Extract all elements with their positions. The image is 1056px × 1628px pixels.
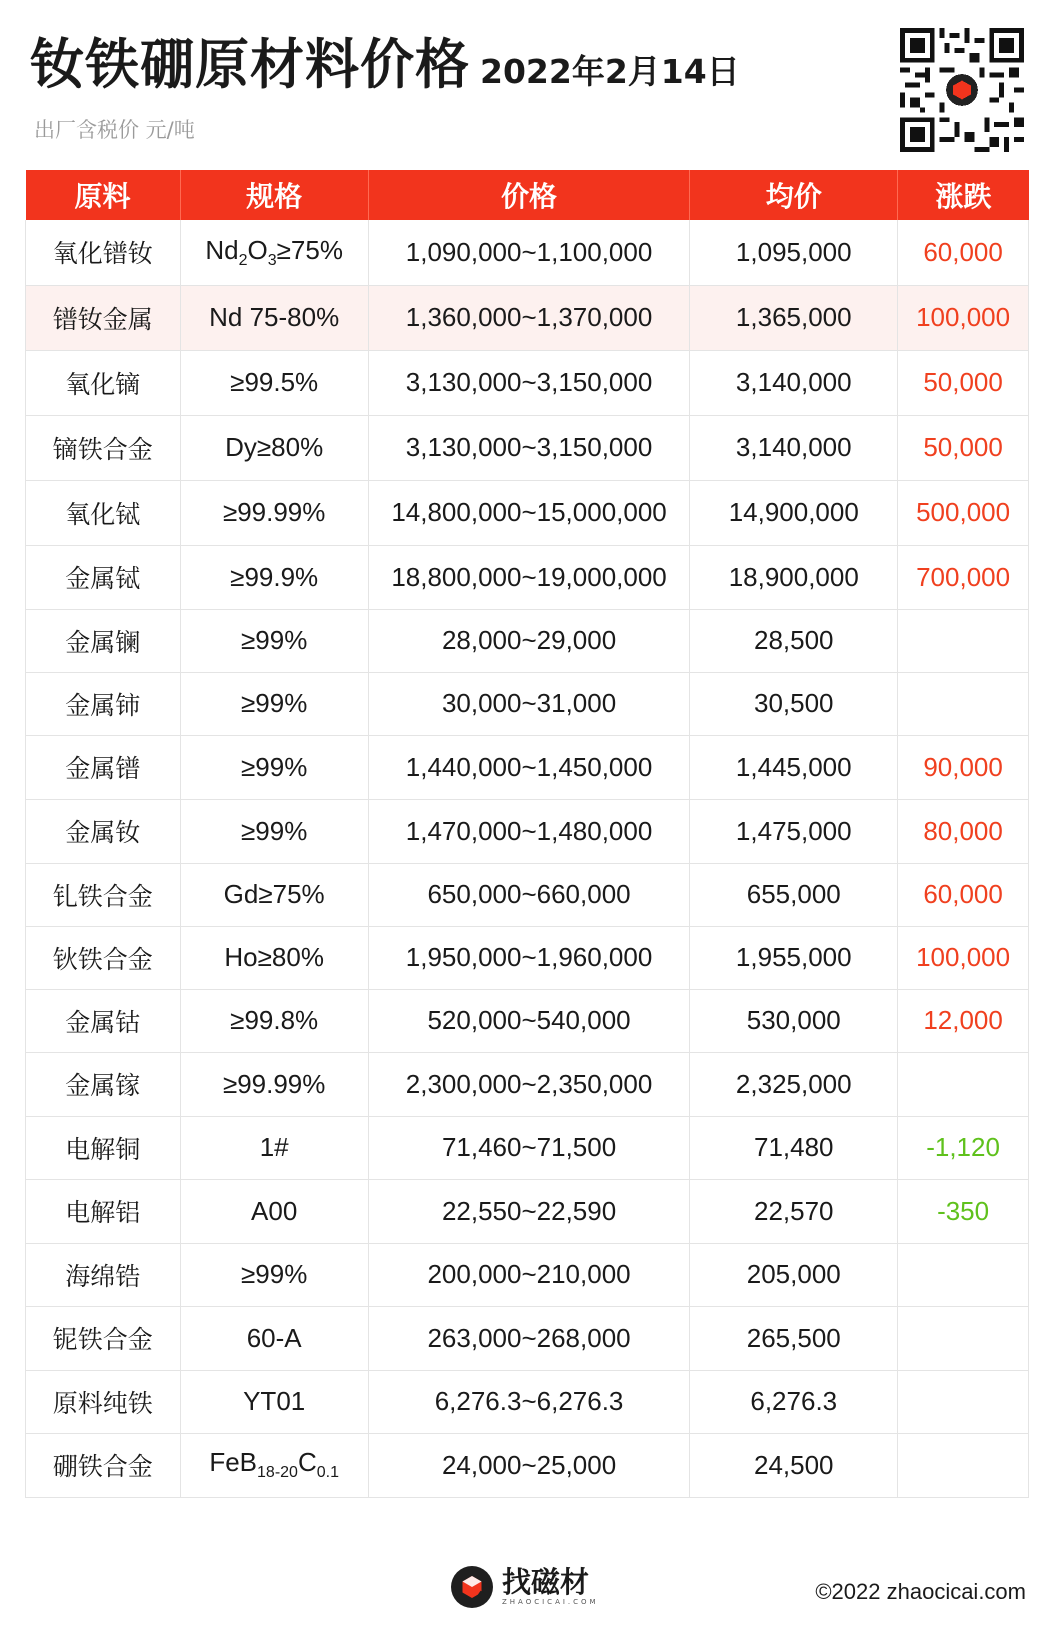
table-row bbox=[26, 735, 1029, 799]
footer-brand bbox=[450, 1565, 599, 1609]
qr-code-icon bbox=[900, 28, 1024, 152]
cell-spec: ≥99.99% bbox=[180, 480, 368, 545]
table-row bbox=[26, 1433, 1029, 1497]
spec-text: FeB bbox=[209, 1447, 258, 1478]
cell-spec: Nd 75-80% bbox=[180, 285, 368, 350]
cell-change bbox=[898, 672, 1029, 735]
cell-change: 700,000 bbox=[898, 545, 1029, 609]
cell-spec: ≥99% bbox=[180, 1243, 368, 1306]
cell-price: 3,130,000~3,150,000 bbox=[368, 415, 690, 480]
cell-avg: 1,475,000 bbox=[690, 799, 898, 863]
cell-price: 28,000~29,000 bbox=[368, 609, 690, 672]
cell-material: 硼铁合金 bbox=[26, 1433, 181, 1497]
cell-avg: 3,140,000 bbox=[690, 350, 898, 415]
cell-price: 30,000~31,000 bbox=[368, 672, 690, 735]
cell-avg: 22,570 bbox=[690, 1179, 898, 1243]
spec-text: Nd bbox=[205, 234, 239, 265]
cell-change: 100,000 bbox=[898, 285, 1029, 350]
cell-material: 金属铈 bbox=[26, 672, 181, 735]
table-row bbox=[26, 415, 1029, 480]
cell-price: 1,950,000~1,960,000 bbox=[368, 926, 690, 989]
cell-spec bbox=[180, 220, 368, 285]
cell-change: 50,000 bbox=[898, 350, 1029, 415]
cell-change bbox=[898, 1370, 1029, 1433]
cell-material: 金属镨 bbox=[26, 735, 181, 799]
cell-spec: ≥99% bbox=[180, 609, 368, 672]
table-row bbox=[26, 926, 1029, 989]
cell-avg: 205,000 bbox=[690, 1243, 898, 1306]
cell-price: 3,130,000~3,150,000 bbox=[368, 350, 690, 415]
cell-avg: 6,276.3 bbox=[690, 1370, 898, 1433]
cell-spec: ≥99% bbox=[180, 799, 368, 863]
cell-avg: 530,000 bbox=[690, 989, 898, 1052]
cell-change: 100,000 bbox=[898, 926, 1029, 989]
cell-change bbox=[898, 609, 1029, 672]
table-row bbox=[26, 609, 1029, 672]
cell-price: 263,000~268,000 bbox=[368, 1306, 690, 1370]
cell-material: 钬铁合金 bbox=[26, 926, 181, 989]
cell-change: 60,000 bbox=[898, 220, 1029, 285]
cell-spec: ≥99.99% bbox=[180, 1052, 368, 1116]
cell-price: 18,800,000~19,000,000 bbox=[368, 545, 690, 609]
cell-material: 钆铁合金 bbox=[26, 863, 181, 926]
spec-text: O bbox=[247, 234, 268, 265]
cell-price: 1,440,000~1,450,000 bbox=[368, 735, 690, 799]
cell-price: 520,000~540,000 bbox=[368, 989, 690, 1052]
header-col-spec: 规格 bbox=[180, 170, 368, 220]
cell-avg: 655,000 bbox=[690, 863, 898, 926]
cell-material: 镨钕金属 bbox=[26, 285, 181, 350]
header-col-avg: 均价 bbox=[690, 170, 898, 220]
table-row bbox=[26, 1052, 1029, 1116]
cell-avg: 1,095,000 bbox=[690, 220, 898, 285]
cell-material: 原料纯铁 bbox=[26, 1370, 181, 1433]
spec-subscript: 2 bbox=[238, 251, 248, 269]
brand-domain: ZHAOCICAI.COM bbox=[502, 1598, 599, 1606]
cell-price: 200,000~210,000 bbox=[368, 1243, 690, 1306]
cell-spec: YT01 bbox=[180, 1370, 368, 1433]
cell-avg: 265,500 bbox=[690, 1306, 898, 1370]
cell-price: 22,550~22,590 bbox=[368, 1179, 690, 1243]
header-col-material: 原料 bbox=[26, 170, 181, 220]
table-row bbox=[26, 350, 1029, 415]
cell-avg: 2,325,000 bbox=[690, 1052, 898, 1116]
table-row bbox=[26, 989, 1029, 1052]
cell-price: 1,470,000~1,480,000 bbox=[368, 799, 690, 863]
cell-avg: 28,500 bbox=[690, 609, 898, 672]
header-col-change: 涨跌 bbox=[898, 170, 1029, 220]
price-table bbox=[25, 170, 1029, 1498]
table-row bbox=[26, 480, 1029, 545]
cell-spec: 1# bbox=[180, 1116, 368, 1179]
cell-change bbox=[898, 1306, 1029, 1370]
cell-change: 80,000 bbox=[898, 799, 1029, 863]
cell-material: 金属铽 bbox=[26, 545, 181, 609]
cell-price: 24,000~25,000 bbox=[368, 1433, 690, 1497]
cell-avg: 71,480 bbox=[690, 1116, 898, 1179]
cell-material: 电解铜 bbox=[26, 1116, 181, 1179]
copyright-text: ©2022 zhaocicai.com bbox=[815, 1579, 1026, 1604]
cell-spec: A00 bbox=[180, 1179, 368, 1243]
cell-avg: 1,445,000 bbox=[690, 735, 898, 799]
cell-price: 14,800,000~15,000,000 bbox=[368, 480, 690, 545]
cell-material: 金属镧 bbox=[26, 609, 181, 672]
cell-avg: 30,500 bbox=[690, 672, 898, 735]
spec-subscript: 0.1 bbox=[316, 1464, 339, 1482]
cell-change: 12,000 bbox=[898, 989, 1029, 1052]
cell-avg: 24,500 bbox=[690, 1433, 898, 1497]
table-header-row bbox=[26, 170, 1029, 220]
cell-avg: 3,140,000 bbox=[690, 415, 898, 480]
cell-change bbox=[898, 1433, 1029, 1497]
cell-spec: ≥99.5% bbox=[180, 350, 368, 415]
cell-material: 铌铁合金 bbox=[26, 1306, 181, 1370]
page-title bbox=[30, 22, 740, 99]
cell-price: 71,460~71,500 bbox=[368, 1116, 690, 1179]
table-row bbox=[26, 1179, 1029, 1243]
zhaocicai-logo-icon bbox=[450, 1565, 494, 1609]
table-row bbox=[26, 672, 1029, 735]
cell-material: 金属钕 bbox=[26, 799, 181, 863]
cell-change: -350 bbox=[898, 1179, 1029, 1243]
cell-spec: ≥99% bbox=[180, 735, 368, 799]
cell-material: 电解铝 bbox=[26, 1179, 181, 1243]
cell-price: 1,360,000~1,370,000 bbox=[368, 285, 690, 350]
cell-material: 氧化镝 bbox=[26, 350, 181, 415]
table-row bbox=[26, 863, 1029, 926]
cell-spec bbox=[180, 1433, 368, 1497]
table-row bbox=[26, 285, 1029, 350]
cell-change: 500,000 bbox=[898, 480, 1029, 545]
table-row bbox=[26, 220, 1029, 285]
cell-material: 氧化镨钕 bbox=[26, 220, 181, 285]
cell-material: 金属钴 bbox=[26, 989, 181, 1052]
cell-avg: 14,900,000 bbox=[690, 480, 898, 545]
cell-spec: Dy≥80% bbox=[180, 415, 368, 480]
cell-avg: 1,365,000 bbox=[690, 285, 898, 350]
cell-avg: 1,955,000 bbox=[690, 926, 898, 989]
table-row bbox=[26, 545, 1029, 609]
cell-spec: ≥99.9% bbox=[180, 545, 368, 609]
cell-change bbox=[898, 1052, 1029, 1116]
spec-text: C bbox=[297, 1447, 317, 1478]
brand-name: 找磁材 bbox=[502, 1565, 590, 1599]
price-unit-note: 出厂含税价 元/吨 bbox=[34, 118, 195, 142]
spec-subscript: 3 bbox=[267, 251, 277, 269]
cell-change: 90,000 bbox=[898, 735, 1029, 799]
cell-price: 650,000~660,000 bbox=[368, 863, 690, 926]
cell-change: -1,120 bbox=[898, 1116, 1029, 1179]
header-col-price: 价格 bbox=[368, 170, 690, 220]
cell-spec: ≥99% bbox=[180, 672, 368, 735]
table-row bbox=[26, 1306, 1029, 1370]
cell-change: 60,000 bbox=[898, 863, 1029, 926]
table-row bbox=[26, 1243, 1029, 1306]
table-row bbox=[26, 1370, 1029, 1433]
cell-spec: Gd≥75% bbox=[180, 863, 368, 926]
cell-material: 镝铁合金 bbox=[26, 415, 181, 480]
table-body bbox=[26, 220, 1029, 1497]
title-date: 2022年2月14日 bbox=[480, 52, 740, 91]
cell-spec: Ho≥80% bbox=[180, 926, 368, 989]
title-main: 钕铁硼原材料价格 bbox=[30, 33, 470, 96]
cell-material: 氧化铽 bbox=[26, 480, 181, 545]
cell-spec: ≥99.8% bbox=[180, 989, 368, 1052]
cell-avg: 18,900,000 bbox=[690, 545, 898, 609]
cell-price: 1,090,000~1,100,000 bbox=[368, 220, 690, 285]
cell-change: 50,000 bbox=[898, 415, 1029, 480]
spec-text: ≥75% bbox=[276, 234, 343, 265]
spec-subscript: 18-20 bbox=[257, 1464, 298, 1482]
table-row bbox=[26, 1116, 1029, 1179]
table-row bbox=[26, 799, 1029, 863]
cell-change bbox=[898, 1243, 1029, 1306]
cell-price: 2,300,000~2,350,000 bbox=[368, 1052, 690, 1116]
cell-material: 海绵锆 bbox=[26, 1243, 181, 1306]
cell-price: 6,276.3~6,276.3 bbox=[368, 1370, 690, 1433]
cell-material: 金属镓 bbox=[26, 1052, 181, 1116]
cell-spec: 60-A bbox=[180, 1306, 368, 1370]
